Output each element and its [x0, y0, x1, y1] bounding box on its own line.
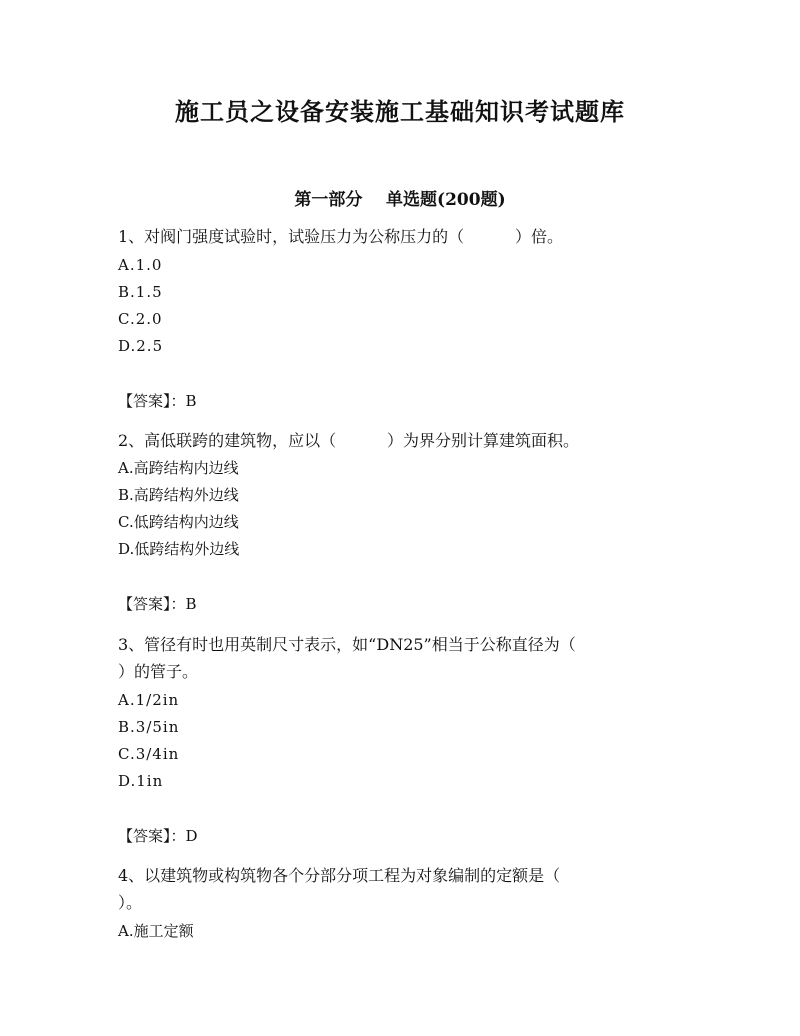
section-heading: 第一部分 单选题(200题)	[294, 190, 506, 210]
question-1-stem: 1、对阀门强度试验时，试验压力为公称压力的（ ）倍。	[118, 227, 564, 246]
question-2-option-d: D.低跨结构外边线	[118, 540, 240, 558]
question-2-option-b: B.高跨结构外边线	[118, 486, 239, 504]
question-1-option-b: B.1.5	[118, 283, 163, 301]
question-1-option-a: A.1.0	[118, 256, 163, 274]
question-2-stem: 2、高低联跨的建筑物，应以（ ）为界分别计算建筑面积。	[118, 431, 580, 450]
document-title: 施工员之设备安装施工基础知识考试题库	[175, 97, 625, 126]
question-4-stem-line2: ）。	[118, 893, 143, 912]
question-3-option-c: C.3/4in	[118, 745, 180, 763]
question-2-answer: 【答案】：B	[118, 595, 197, 613]
question-4-option-a: A.施工定额	[118, 922, 194, 940]
question-2-option-c: C.低跨结构内边线	[118, 513, 239, 531]
question-1-option-c: C.2.0	[118, 310, 163, 328]
question-4-stem-line1: 4、以建筑物或构筑物各个分部分项工程为对象编制的定额是（	[118, 866, 561, 885]
question-1-answer: 【答案】：B	[118, 392, 197, 410]
question-2-option-a: A.高跨结构内边线	[118, 459, 239, 477]
question-3-option-b: B.3/5in	[118, 718, 180, 736]
question-3-answer: 【答案】：D	[118, 827, 198, 845]
question-3-option-a: A.1/2in	[118, 691, 180, 709]
question-3-stem-line1: 3、管径有时也用英制尺寸表示，如“DN25”相当于公称直径为（	[118, 635, 576, 654]
question-3-stem-line2: ）的管子。	[118, 662, 199, 681]
question-3-option-d: D.1in	[118, 772, 164, 790]
question-1-option-d: D.2.5	[118, 337, 164, 355]
